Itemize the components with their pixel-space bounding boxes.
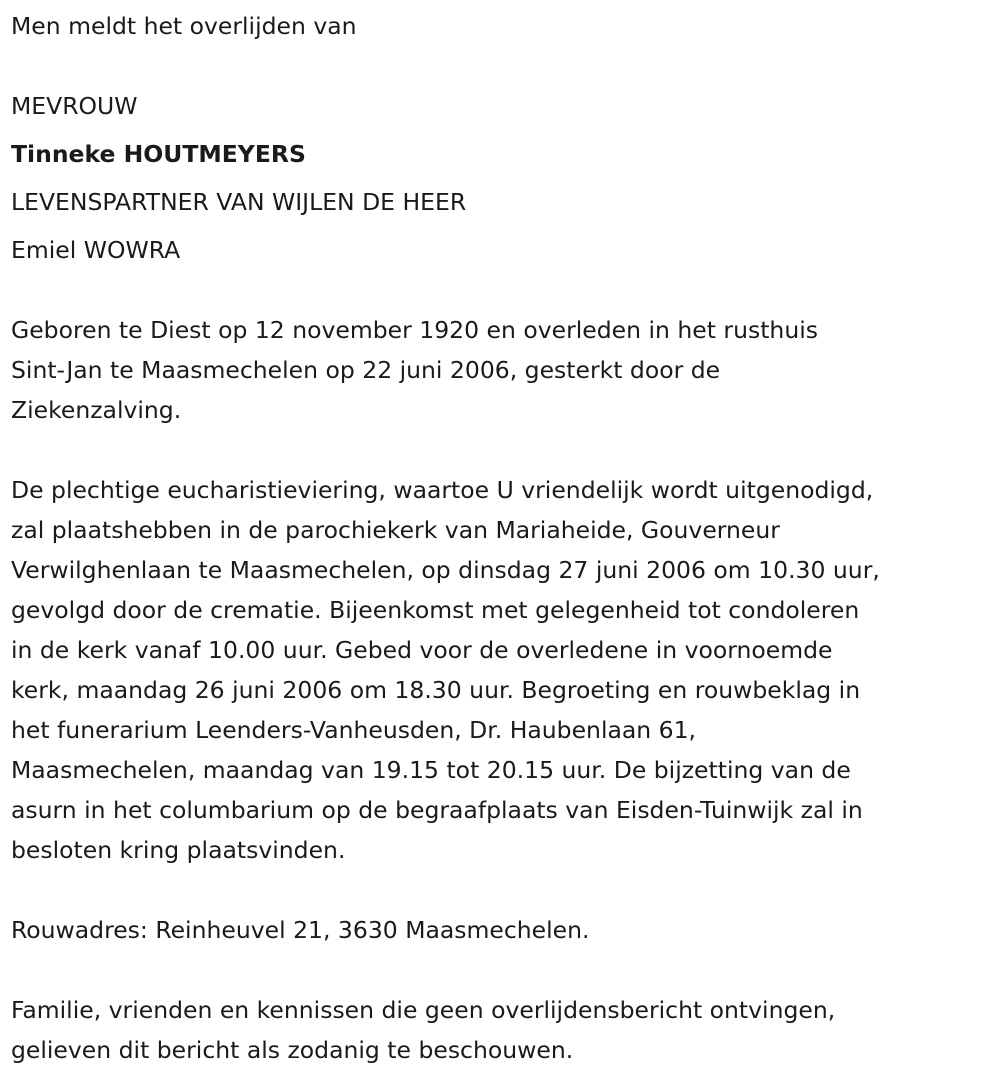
paragraph-line: het funerarium Leenders-Vanheusden, Dr. Haubenlaan 61, bbox=[11, 716, 697, 744]
paragraph-line: in de kerk vanaf 10.00 uur. Gebed voor de overledene in voornoemde bbox=[11, 636, 833, 664]
paragraph-line: kerk, maandag 26 juni 2006 om 18.30 uur. Begroeting en rouwbeklag in bbox=[11, 676, 861, 704]
partner-name: Emiel WOWRA bbox=[11, 236, 181, 264]
paragraph-line: De plechtige eucharistieviering, waartoe U vriendelijk wordt uitgenodigd, bbox=[11, 476, 874, 504]
paragraph-line: gevolgd door de crematie. Bijeenkomst met gelegenheid tot condoleren bbox=[11, 596, 860, 624]
deceased-name: Tinneke HOUTMEYERS bbox=[11, 140, 306, 168]
paragraph-line: Verwilghenlaan te Maasmechelen, op dinsdag 27 juni 2006 om 10.30 uur, bbox=[11, 556, 880, 584]
paragraph-line: Sint-Jan te Maasmechelen op 22 juni 2006, gesterkt door de bbox=[11, 356, 721, 384]
mourning-address: Rouwadres: Reinheuvel 21, 3630 Maasmechelen. bbox=[11, 916, 590, 944]
paragraph-line: Geboren te Diest op 12 november 1920 en overleden in het rusthuis bbox=[11, 316, 818, 344]
paragraph-line: Ziekenzalving. bbox=[11, 396, 182, 424]
intro-text: Men meldt het overlijden van bbox=[11, 12, 357, 40]
paragraph-line: Maasmechelen, maandag van 19.15 tot 20.15 uur. De bijzetting van de bbox=[11, 756, 851, 784]
paragraph-line: zal plaatshebben in de parochiekerk van Mariaheide, Gouverneur bbox=[11, 516, 780, 544]
paragraph-line: besloten kring plaatsvinden. bbox=[11, 836, 346, 864]
paragraph-line: gelieven dit bericht als zodanig te beschouwen. bbox=[11, 1036, 574, 1064]
paragraph-line: Familie, vrienden en kennissen die geen overlijdensbericht ontvingen, bbox=[11, 996, 836, 1024]
title-prefix: MEVROUW bbox=[11, 92, 138, 120]
relation-text: LEVENSPARTNER VAN WIJLEN DE HEER bbox=[11, 188, 467, 216]
paragraph-line: asurn in het columbarium op de begraafplaats van Eisden-Tuinwijk zal in bbox=[11, 796, 863, 824]
